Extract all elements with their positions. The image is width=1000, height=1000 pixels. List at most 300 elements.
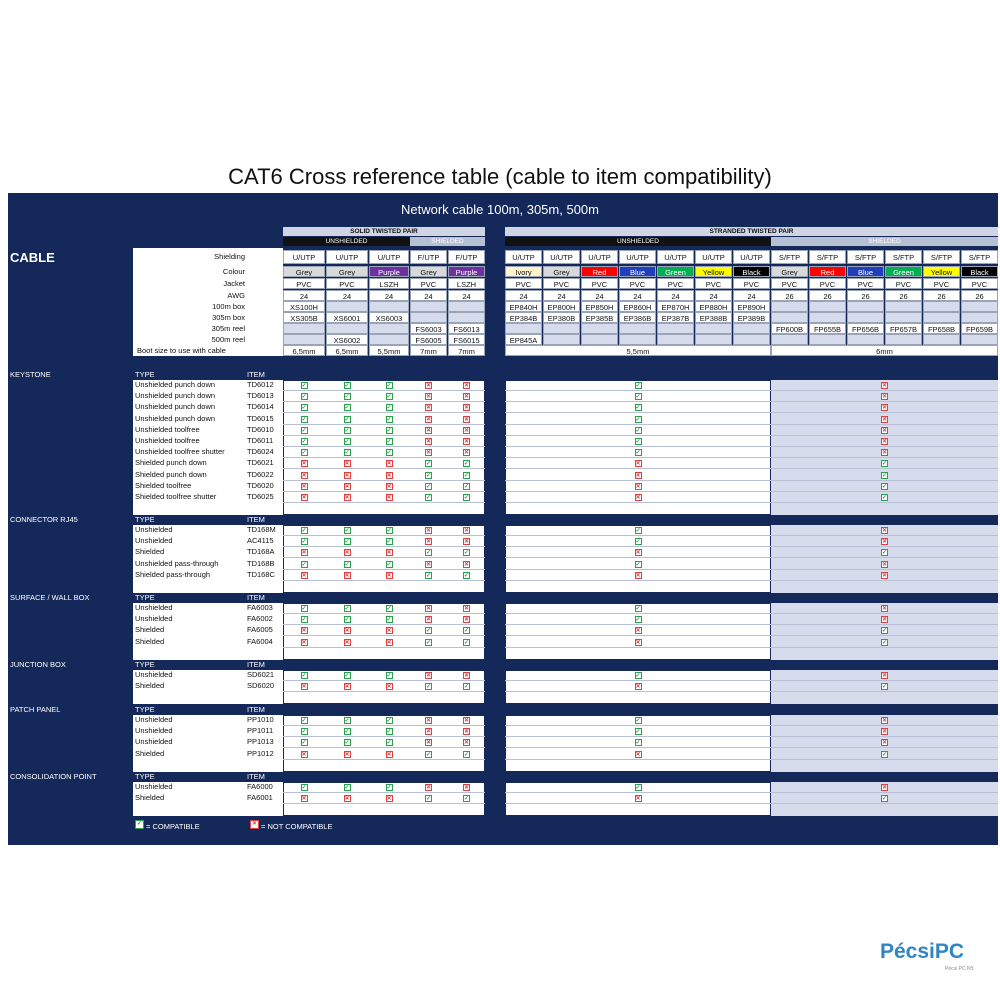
row-item: PP1011 bbox=[247, 726, 274, 735]
spec-cell-reel500 bbox=[283, 334, 325, 345]
cross-icon: ✕ bbox=[464, 394, 470, 400]
check-icon: ✓ bbox=[882, 461, 888, 467]
row-divider bbox=[283, 647, 485, 648]
row-divider bbox=[283, 635, 485, 636]
cross-icon: ✕ bbox=[386, 752, 392, 758]
cross-icon: ✕ bbox=[426, 673, 432, 679]
row-divider bbox=[283, 803, 485, 804]
check-icon: ✓ bbox=[386, 417, 392, 423]
spec-cell-reel500 bbox=[771, 334, 808, 345]
type-header: TYPE bbox=[135, 515, 155, 524]
spec-cell-reel305: FP658B bbox=[923, 323, 960, 334]
spec-cell-reel500 bbox=[581, 334, 618, 345]
row-divider bbox=[283, 468, 485, 469]
row-divider bbox=[283, 557, 485, 558]
spec-cell-colour: Red bbox=[809, 266, 846, 277]
spec-cell-awg: 24 bbox=[581, 290, 618, 301]
check-icon: ✓ bbox=[344, 450, 350, 456]
cross-icon: ✕ bbox=[635, 752, 641, 758]
cross-icon: ✕ bbox=[464, 617, 470, 623]
spec-cell-box305: XS305B bbox=[283, 312, 325, 323]
cross-icon: ✕ bbox=[464, 562, 470, 568]
row-item: TD6011 bbox=[247, 436, 274, 445]
spec-cell-jacket: PVC bbox=[961, 278, 998, 289]
check-icon: ✓ bbox=[344, 439, 350, 445]
check-icon: ✓ bbox=[301, 606, 307, 612]
row-item: TD168M bbox=[247, 525, 276, 534]
type-header: TYPE bbox=[135, 593, 155, 602]
check-icon: ✓ bbox=[464, 640, 470, 646]
check-icon: ✓ bbox=[635, 562, 641, 568]
stranded-shielded-header: SHIELDED bbox=[771, 237, 998, 246]
spec-cell-awg: 26 bbox=[923, 290, 960, 301]
cross-icon: ✕ bbox=[464, 785, 470, 791]
cross-icon: ✕ bbox=[344, 473, 350, 479]
row-divider bbox=[283, 569, 485, 570]
cross-icon: ✕ bbox=[635, 461, 641, 467]
spec-cell-awg: 24 bbox=[283, 290, 325, 301]
cross-icon: ✕ bbox=[464, 673, 470, 679]
cross-icon: ✕ bbox=[301, 461, 307, 467]
row-item: FA6004 bbox=[247, 637, 273, 646]
row-divider bbox=[505, 759, 998, 760]
row-type: Shielded toolfree bbox=[135, 481, 192, 490]
section-title: CONSOLIDATION POINT bbox=[10, 772, 97, 781]
spec-cell-jacket: PVC bbox=[326, 278, 368, 289]
cross-icon: ✕ bbox=[882, 439, 888, 445]
spec-cell-shielding: S/FTP bbox=[847, 250, 884, 264]
spec-cell-box100: EP870H bbox=[657, 301, 694, 312]
check-icon: ✓ bbox=[426, 484, 432, 490]
item-header: ITEM bbox=[247, 660, 265, 669]
row-divider bbox=[505, 613, 998, 614]
spec-cell-awg: 26 bbox=[809, 290, 846, 301]
check-icon: ✓ bbox=[386, 428, 392, 434]
row-divider bbox=[505, 390, 998, 391]
cross-icon: ✕ bbox=[344, 461, 350, 467]
row-divider bbox=[283, 580, 485, 581]
row-type: Unshielded punch down bbox=[135, 414, 216, 423]
check-icon: ✓ bbox=[635, 606, 641, 612]
legend-not-compatible-label: = NOT COMPATIBLE bbox=[261, 822, 333, 831]
row-divider bbox=[283, 680, 485, 681]
check-icon: ✓ bbox=[344, 562, 350, 568]
spec-cell-shielding: U/UTP bbox=[283, 250, 325, 264]
check-icon: ✓ bbox=[882, 752, 888, 758]
row-item: TD6025 bbox=[247, 492, 274, 501]
spec-cell-reel305: FS6003 bbox=[410, 323, 447, 334]
cross-icon: ✕ bbox=[464, 417, 470, 423]
cross-icon: ✕ bbox=[426, 405, 432, 411]
check-icon: ✓ bbox=[344, 785, 350, 791]
cross-icon: ✕ bbox=[426, 606, 432, 612]
row-divider bbox=[283, 613, 485, 614]
spec-cell-awg: 24 bbox=[448, 290, 485, 301]
item-header: ITEM bbox=[247, 370, 265, 379]
check-icon: ✓ bbox=[301, 394, 307, 400]
cross-icon: ✕ bbox=[882, 573, 888, 579]
spec-cell-awg: 26 bbox=[847, 290, 884, 301]
row-item: TD6015 bbox=[247, 414, 274, 423]
spec-cell-box305: EP385B bbox=[581, 312, 618, 323]
cross-icon: ✕ bbox=[882, 562, 888, 568]
cross-icon: ✕ bbox=[301, 752, 307, 758]
row-divider bbox=[283, 725, 485, 726]
cross-icon: ✕ bbox=[344, 484, 350, 490]
cross-icon: ✕ bbox=[635, 484, 641, 490]
check-icon: ✓ bbox=[386, 785, 392, 791]
spec-cell-box100: EP890H bbox=[733, 301, 770, 312]
cross-icon: ✕ bbox=[882, 528, 888, 534]
cross-icon: ✕ bbox=[464, 450, 470, 456]
cross-icon: ✕ bbox=[426, 740, 432, 746]
cross-icon: ✕ bbox=[464, 528, 470, 534]
row-item: TD168A bbox=[247, 547, 275, 556]
cable-label: CABLE bbox=[10, 250, 55, 265]
cross-icon: ✕ bbox=[426, 394, 432, 400]
row-type: Unshielded bbox=[135, 536, 173, 545]
row-divider bbox=[505, 480, 998, 481]
check-icon: ✓ bbox=[635, 405, 641, 411]
check-icon: ✓ bbox=[426, 550, 432, 556]
check-icon: ✓ bbox=[882, 484, 888, 490]
cross-icon: ✕ bbox=[426, 785, 432, 791]
check-icon: ✓ bbox=[301, 539, 307, 545]
cross-icon: ✕ bbox=[464, 740, 470, 746]
row-type: Shielded punch down bbox=[135, 470, 207, 479]
type-header: TYPE bbox=[135, 660, 155, 669]
cross-icon: ✕ bbox=[344, 495, 350, 501]
spec-row-label: 500m reel bbox=[211, 335, 245, 344]
check-icon: ✓ bbox=[344, 718, 350, 724]
spec-cell-jacket: PVC bbox=[733, 278, 770, 289]
spec-cell-jacket: PVC bbox=[847, 278, 884, 289]
row-type: Shielded punch down bbox=[135, 458, 207, 467]
check-icon: ✓ bbox=[426, 495, 432, 501]
spec-cell-reel500 bbox=[619, 334, 656, 345]
spec-cell-reel500 bbox=[847, 334, 884, 345]
row-type: Shielded toolfree shutter bbox=[135, 492, 217, 501]
section-title: CONNECTOR RJ45 bbox=[10, 515, 78, 524]
spec-cell-colour: Yellow bbox=[923, 266, 960, 277]
row-item: TD6013 bbox=[247, 391, 274, 400]
cross-icon: ✕ bbox=[301, 484, 307, 490]
row-divider bbox=[283, 412, 485, 413]
spec-cell-jacket: LSZH bbox=[369, 278, 409, 289]
check-icon: ✓ bbox=[344, 673, 350, 679]
boot-size-cell: 5,5mm bbox=[369, 345, 409, 356]
check-icon: ✓ bbox=[301, 718, 307, 724]
check-icon: ✓ bbox=[882, 473, 888, 479]
row-divider bbox=[283, 624, 485, 625]
check-icon: ✓ bbox=[301, 740, 307, 746]
spec-cell-jacket: PVC bbox=[885, 278, 922, 289]
spec-cell-colour: Grey bbox=[326, 266, 368, 277]
spec-cell-box305: XS6003 bbox=[369, 312, 409, 323]
spec-cell-jacket: LSZH bbox=[448, 278, 485, 289]
spec-cell-jacket: PVC bbox=[581, 278, 618, 289]
row-item: TD6022 bbox=[247, 470, 274, 479]
check-icon: ✓ bbox=[635, 394, 641, 400]
spec-cell-box100: EP800H bbox=[543, 301, 580, 312]
spec-cell-box100: EP880H bbox=[695, 301, 732, 312]
spec-cell-box100 bbox=[961, 301, 998, 312]
check-icon: ✓ bbox=[464, 628, 470, 634]
spec-cell-box305: EP380B bbox=[543, 312, 580, 323]
check-icon: ✓ bbox=[344, 394, 350, 400]
row-item: FA6000 bbox=[247, 782, 273, 791]
spec-cell-colour: Yellow bbox=[695, 266, 732, 277]
spec-cell-box100 bbox=[771, 301, 808, 312]
check-icon: ✓ bbox=[301, 405, 307, 411]
row-divider bbox=[505, 747, 998, 748]
item-header: ITEM bbox=[247, 593, 265, 602]
cross-icon: ✕ bbox=[386, 550, 392, 556]
check-icon: ✓ bbox=[426, 461, 432, 467]
check-icon: ✓ bbox=[426, 628, 432, 634]
spec-cell-jacket: PVC bbox=[410, 278, 447, 289]
spec-cell-colour: Green bbox=[885, 266, 922, 277]
check-icon: ✓ bbox=[344, 539, 350, 545]
row-divider bbox=[283, 424, 485, 425]
spec-cell-shielding: U/UTP bbox=[733, 250, 770, 264]
row-type: Unshielded punch down bbox=[135, 391, 216, 400]
check-icon: ✓ bbox=[635, 785, 641, 791]
cross-icon: ✕ bbox=[464, 606, 470, 612]
row-divider bbox=[283, 390, 485, 391]
spec-cell-box100 bbox=[923, 301, 960, 312]
cross-icon: ✕ bbox=[882, 450, 888, 456]
cross-icon: ✕ bbox=[426, 439, 432, 445]
spec-cell-reel305: FP655B bbox=[809, 323, 846, 334]
cross-icon: ✕ bbox=[386, 628, 392, 634]
check-icon: ✓ bbox=[301, 450, 307, 456]
spec-cell-awg: 24 bbox=[733, 290, 770, 301]
spec-cell-box305: XS6001 bbox=[326, 312, 368, 323]
row-divider bbox=[283, 446, 485, 447]
check-icon: ✓ bbox=[426, 684, 432, 690]
row-divider bbox=[505, 624, 998, 625]
spec-cell-shielding: U/UTP bbox=[505, 250, 542, 264]
section-solid-panel bbox=[283, 715, 485, 772]
cross-icon: ✕ bbox=[426, 729, 432, 735]
cross-icon: ✕ bbox=[635, 573, 641, 579]
spec-cell-box305: EP389B bbox=[733, 312, 770, 323]
check-icon: ✓ bbox=[464, 796, 470, 802]
check-icon: ✓ bbox=[635, 428, 641, 434]
row-item: FA6005 bbox=[247, 625, 273, 634]
spec-cell-reel500 bbox=[369, 334, 409, 345]
boot-size-cell: 7mm bbox=[410, 345, 447, 356]
solid-twisted-pair-header: SOLID TWISTED PAIR bbox=[283, 227, 485, 236]
logo-text: PécsiPC bbox=[880, 940, 965, 963]
check-icon: ✓ bbox=[426, 473, 432, 479]
spec-cell-box305 bbox=[771, 312, 808, 323]
cross-icon: ✕ bbox=[464, 539, 470, 545]
cross-icon: ✕ bbox=[426, 417, 432, 423]
spec-cell-reel305 bbox=[733, 323, 770, 334]
type-header: TYPE bbox=[135, 705, 155, 714]
section-title: SURFACE / WALL BOX bbox=[10, 593, 90, 602]
spec-cell-box100: EP840H bbox=[505, 301, 542, 312]
spec-cell-reel305 bbox=[326, 323, 368, 334]
row-divider bbox=[505, 792, 998, 793]
row-divider bbox=[505, 569, 998, 570]
check-icon: ✓ bbox=[301, 428, 307, 434]
row-divider bbox=[505, 691, 998, 692]
check-icon: ✓ bbox=[635, 617, 641, 623]
check-icon: ✓ bbox=[386, 405, 392, 411]
spec-cell-reel500 bbox=[809, 334, 846, 345]
spec-cell-box100 bbox=[847, 301, 884, 312]
cross-icon: ✕ bbox=[386, 684, 392, 690]
spec-cell-colour: Ivory bbox=[505, 266, 542, 277]
check-icon: ✓ bbox=[386, 383, 392, 389]
check-icon: ✓ bbox=[301, 528, 307, 534]
check-icon: ✓ bbox=[301, 785, 307, 791]
check-icon: ✓ bbox=[344, 405, 350, 411]
logo-subtitle: Pécsi PC Kft. bbox=[945, 966, 975, 972]
spec-cell-colour: Purple bbox=[448, 266, 485, 277]
cross-icon: ✕ bbox=[635, 796, 641, 802]
cross-icon: ✕ bbox=[882, 740, 888, 746]
cross-icon: ✕ bbox=[344, 628, 350, 634]
spec-cell-jacket: PVC bbox=[505, 278, 542, 289]
row-divider bbox=[283, 502, 485, 503]
row-type: Unshielded toolfree bbox=[135, 436, 200, 445]
cross-icon: ✕ bbox=[386, 495, 392, 501]
check-icon: ✓ bbox=[386, 450, 392, 456]
row-divider bbox=[283, 535, 485, 536]
spec-cell-shielding: S/FTP bbox=[923, 250, 960, 264]
section-title: KEYSTONE bbox=[10, 370, 51, 379]
row-divider bbox=[505, 725, 998, 726]
spec-cell-jacket: PVC bbox=[619, 278, 656, 289]
row-divider bbox=[283, 435, 485, 436]
row-divider bbox=[505, 401, 998, 402]
check-icon: ✓ bbox=[464, 495, 470, 501]
row-type: Unshielded bbox=[135, 603, 173, 612]
spec-cell-jacket: PVC bbox=[771, 278, 808, 289]
cross-icon: ✕ bbox=[301, 550, 307, 556]
spec-cell-colour: Red bbox=[581, 266, 618, 277]
row-divider bbox=[505, 468, 998, 469]
row-divider bbox=[505, 635, 998, 636]
row-divider bbox=[505, 647, 998, 648]
spec-cell-awg: 24 bbox=[505, 290, 542, 301]
spec-cell-colour: Grey bbox=[410, 266, 447, 277]
spec-cell-shielding: F/UTP bbox=[448, 250, 485, 264]
spec-row-label: AWG bbox=[227, 291, 245, 300]
type-header: TYPE bbox=[135, 370, 155, 379]
cross-icon: ✕ bbox=[386, 461, 392, 467]
spec-cell-reel500 bbox=[695, 334, 732, 345]
spec-cell-shielding: S/FTP bbox=[809, 250, 846, 264]
row-type: Unshielded toolfree shutter bbox=[135, 447, 225, 456]
spec-cell-box100 bbox=[369, 301, 409, 312]
spec-row-label: 305m reel bbox=[211, 324, 245, 333]
item-header: ITEM bbox=[247, 772, 265, 781]
row-divider bbox=[505, 557, 998, 558]
spec-cell-shielding: U/UTP bbox=[543, 250, 580, 264]
spec-cell-awg: 24 bbox=[619, 290, 656, 301]
check-icon: ✓ bbox=[882, 628, 888, 634]
check-icon: ✓ bbox=[635, 740, 641, 746]
check-icon: ✓ bbox=[301, 617, 307, 623]
cross-icon: ✕ bbox=[426, 718, 432, 724]
row-type: Shielded pass-through bbox=[135, 570, 211, 579]
spec-cell-box100 bbox=[326, 301, 368, 312]
spec-cell-shielding: U/UTP bbox=[326, 250, 368, 264]
spec-cell-reel500: EP845A bbox=[505, 334, 542, 345]
spec-cell-reel305 bbox=[505, 323, 542, 334]
spec-cell-box305 bbox=[448, 312, 485, 323]
row-divider bbox=[505, 535, 998, 536]
spec-cell-jacket: PVC bbox=[695, 278, 732, 289]
check-icon: ✓ bbox=[301, 729, 307, 735]
cross-icon: ✕ bbox=[301, 628, 307, 634]
row-item: SD6021 bbox=[247, 670, 275, 679]
spec-cell-jacket: PVC bbox=[809, 278, 846, 289]
section-title: JUNCTION BOX bbox=[10, 660, 66, 669]
row-item: TD168B bbox=[247, 559, 275, 568]
spec-cell-awg: 24 bbox=[695, 290, 732, 301]
spec-cell-awg: 24 bbox=[543, 290, 580, 301]
cross-icon: ✕ bbox=[882, 383, 888, 389]
boot-size-cell: 6mm bbox=[771, 345, 998, 356]
cross-icon: ✕ bbox=[635, 473, 641, 479]
spec-cell-box100: EP850H bbox=[581, 301, 618, 312]
check-icon: ✓ bbox=[386, 562, 392, 568]
row-type: Unshielded bbox=[135, 715, 173, 724]
check-icon: ✓ bbox=[344, 740, 350, 746]
row-item: FA6003 bbox=[247, 603, 273, 612]
spec-cell-colour: Grey bbox=[543, 266, 580, 277]
cross-icon: ✕ bbox=[386, 484, 392, 490]
cross-icon: ✕ bbox=[301, 796, 307, 802]
check-icon: ✓ bbox=[464, 573, 470, 579]
spec-cell-shielding: S/FTP bbox=[771, 250, 808, 264]
cross-icon: ✕ bbox=[426, 528, 432, 534]
cross-icon: ✕ bbox=[464, 718, 470, 724]
cross-icon: ✕ bbox=[426, 450, 432, 456]
check-icon: ✓ bbox=[344, 606, 350, 612]
cross-icon: ✕ bbox=[464, 405, 470, 411]
spec-cell-awg: 26 bbox=[771, 290, 808, 301]
spec-cell-reel305: FP659B bbox=[961, 323, 998, 334]
spec-cell-box100 bbox=[410, 301, 447, 312]
check-icon: ✓ bbox=[635, 718, 641, 724]
cross-icon: ✕ bbox=[386, 573, 392, 579]
row-divider bbox=[283, 736, 485, 737]
spec-cell-reel305: FP657B bbox=[885, 323, 922, 334]
check-icon: ✓ bbox=[464, 684, 470, 690]
spec-cell-reel500 bbox=[733, 334, 770, 345]
cross-icon: ✕ bbox=[882, 417, 888, 423]
stranded-unshielded-header: UNSHIELDED bbox=[505, 237, 771, 246]
cross-icon: ✕ bbox=[426, 562, 432, 568]
spec-cell-awg: 24 bbox=[326, 290, 368, 301]
row-item: FA6002 bbox=[247, 614, 273, 623]
row-divider bbox=[283, 792, 485, 793]
check-icon: ✓ bbox=[386, 539, 392, 545]
spec-cell-shielding: U/UTP bbox=[581, 250, 618, 264]
spec-cell-colour: Grey bbox=[283, 266, 325, 277]
check-icon: ✓ bbox=[386, 617, 392, 623]
check-icon: ✓ bbox=[301, 673, 307, 679]
cross-icon: ✕ bbox=[344, 550, 350, 556]
section-solid-panel bbox=[283, 670, 485, 704]
